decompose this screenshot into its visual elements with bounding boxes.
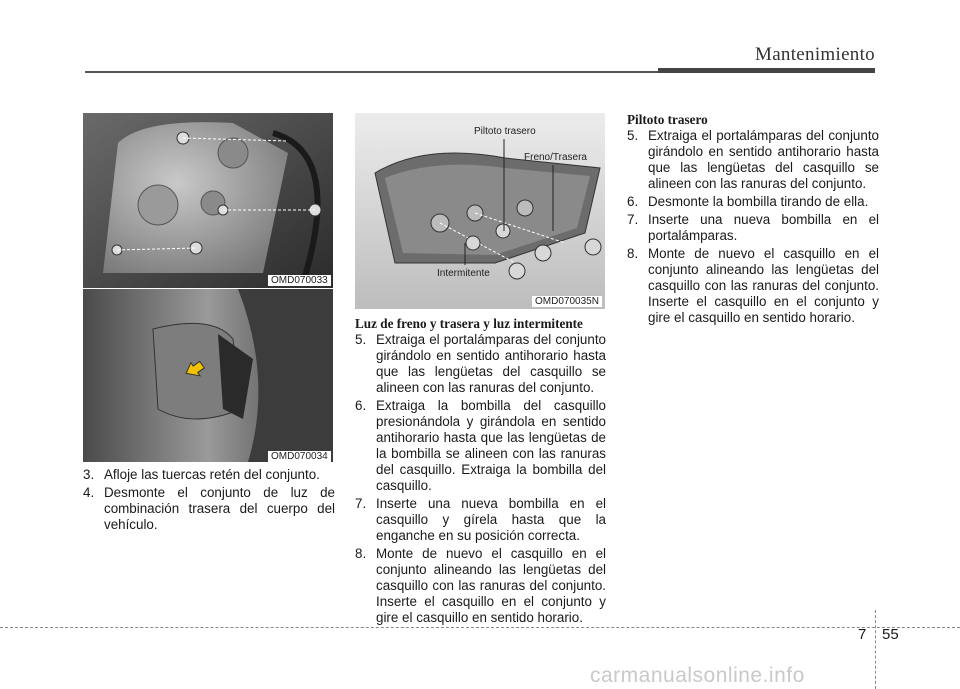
item-number: 6. [355, 398, 367, 413]
figure-caption: OMD070034 [268, 451, 331, 462]
item-text: Extraiga el portalámparas del conjunto girándolo en sentido antihorario hasta que las lengüetas del casquillo se alineen con las ranuras del conjunto. [376, 332, 606, 395]
list-item [355, 332, 606, 396]
item-text: Monte de nuevo el casquillo en el conjunto alineando las lengüetas del casquillo con las ranuras del conjunto. Inserte el casquillo en el conjunto y gire el casquillo en sentido horario. [648, 246, 879, 325]
item-text: Extraiga la bombilla del casquillo presionándola y girándola en sentido antihorario hasta que las lengüetas de la bombilla se alineen con las ranuras del casquillo. Extraiga la bombilla del casquillo. [376, 398, 606, 493]
item-text: Extraiga el portalámparas del conjunto girándolo en sentido antihorario hasta que las lengüetas del casquillo se alineen con las ranuras del conjunto. [648, 128, 879, 191]
item-number: 3. [83, 467, 95, 482]
column-middle [355, 316, 606, 628]
item-number: 8. [355, 546, 367, 561]
item-text: Desmonte el conjunto de luz de combinación trasera del cuerpo del vehículo. [104, 485, 335, 532]
item-text: Monte de nuevo el casquillo en el conjunto alineando las lengüetas del casquillo con las ranuras del conjunto. Inserte el casquillo en el conjunto y gire el casquillo en sentido horario. [376, 546, 606, 625]
section-title: Mantenimiento [755, 44, 875, 65]
list-item [627, 212, 879, 244]
list-item [355, 398, 606, 494]
column-left [83, 467, 335, 535]
item-number: 7. [627, 212, 639, 227]
item-number: 5. [355, 332, 367, 347]
item-text: Desmonte la bombilla tirando de ella. [648, 194, 869, 209]
item-number: 8. [627, 246, 639, 261]
watermark: carmanualsonline.info [590, 664, 805, 687]
label-intermitente: Intermitente [437, 268, 490, 279]
list-item [83, 467, 335, 483]
item-number: 4. [83, 485, 95, 500]
list-item [627, 246, 879, 326]
section-heading: Luz de freno y trasera y luz intermitente [355, 316, 583, 331]
label-freno-trasera: Freno/Trasera [524, 152, 587, 163]
page-number-separator [875, 610, 876, 689]
item-text: Inserte una nueva bombilla en el portalámparas. [648, 212, 879, 243]
figure-lamp-exploded [355, 113, 605, 309]
figure-caption: OMD070035N [532, 296, 602, 307]
item-number: 5. [627, 128, 639, 143]
item-number: 6. [627, 194, 639, 209]
rear-lamp-illustration [83, 289, 333, 462]
list-item [627, 128, 879, 192]
item-text: Inserte una nueva bombilla en el casquillo y gírela hasta que la enganche en su posición correcta. [376, 496, 606, 543]
figure-rear-lamp-assembly [83, 289, 333, 462]
list-item [355, 496, 606, 544]
item-text: Afloje las tuercas retén del conjunto. [104, 467, 320, 482]
footer-rule [0, 627, 960, 628]
retainer-nuts-illustration [83, 113, 333, 288]
figure-caption: OMD070033 [268, 275, 331, 286]
chapter-number: 7 [858, 626, 867, 643]
figure-retainer-nuts [83, 113, 333, 288]
list-item [627, 194, 879, 210]
list-item [83, 485, 335, 533]
lamp-exploded-illustration [355, 113, 605, 309]
header-rule-accent [658, 68, 875, 73]
page-number: 55 [882, 626, 899, 643]
column-right [627, 112, 879, 328]
list-item [355, 546, 606, 626]
item-number: 7. [355, 496, 367, 511]
label-piloto-trasero: Piltoto trasero [474, 126, 536, 137]
section-heading: Piltoto trasero [627, 112, 708, 127]
